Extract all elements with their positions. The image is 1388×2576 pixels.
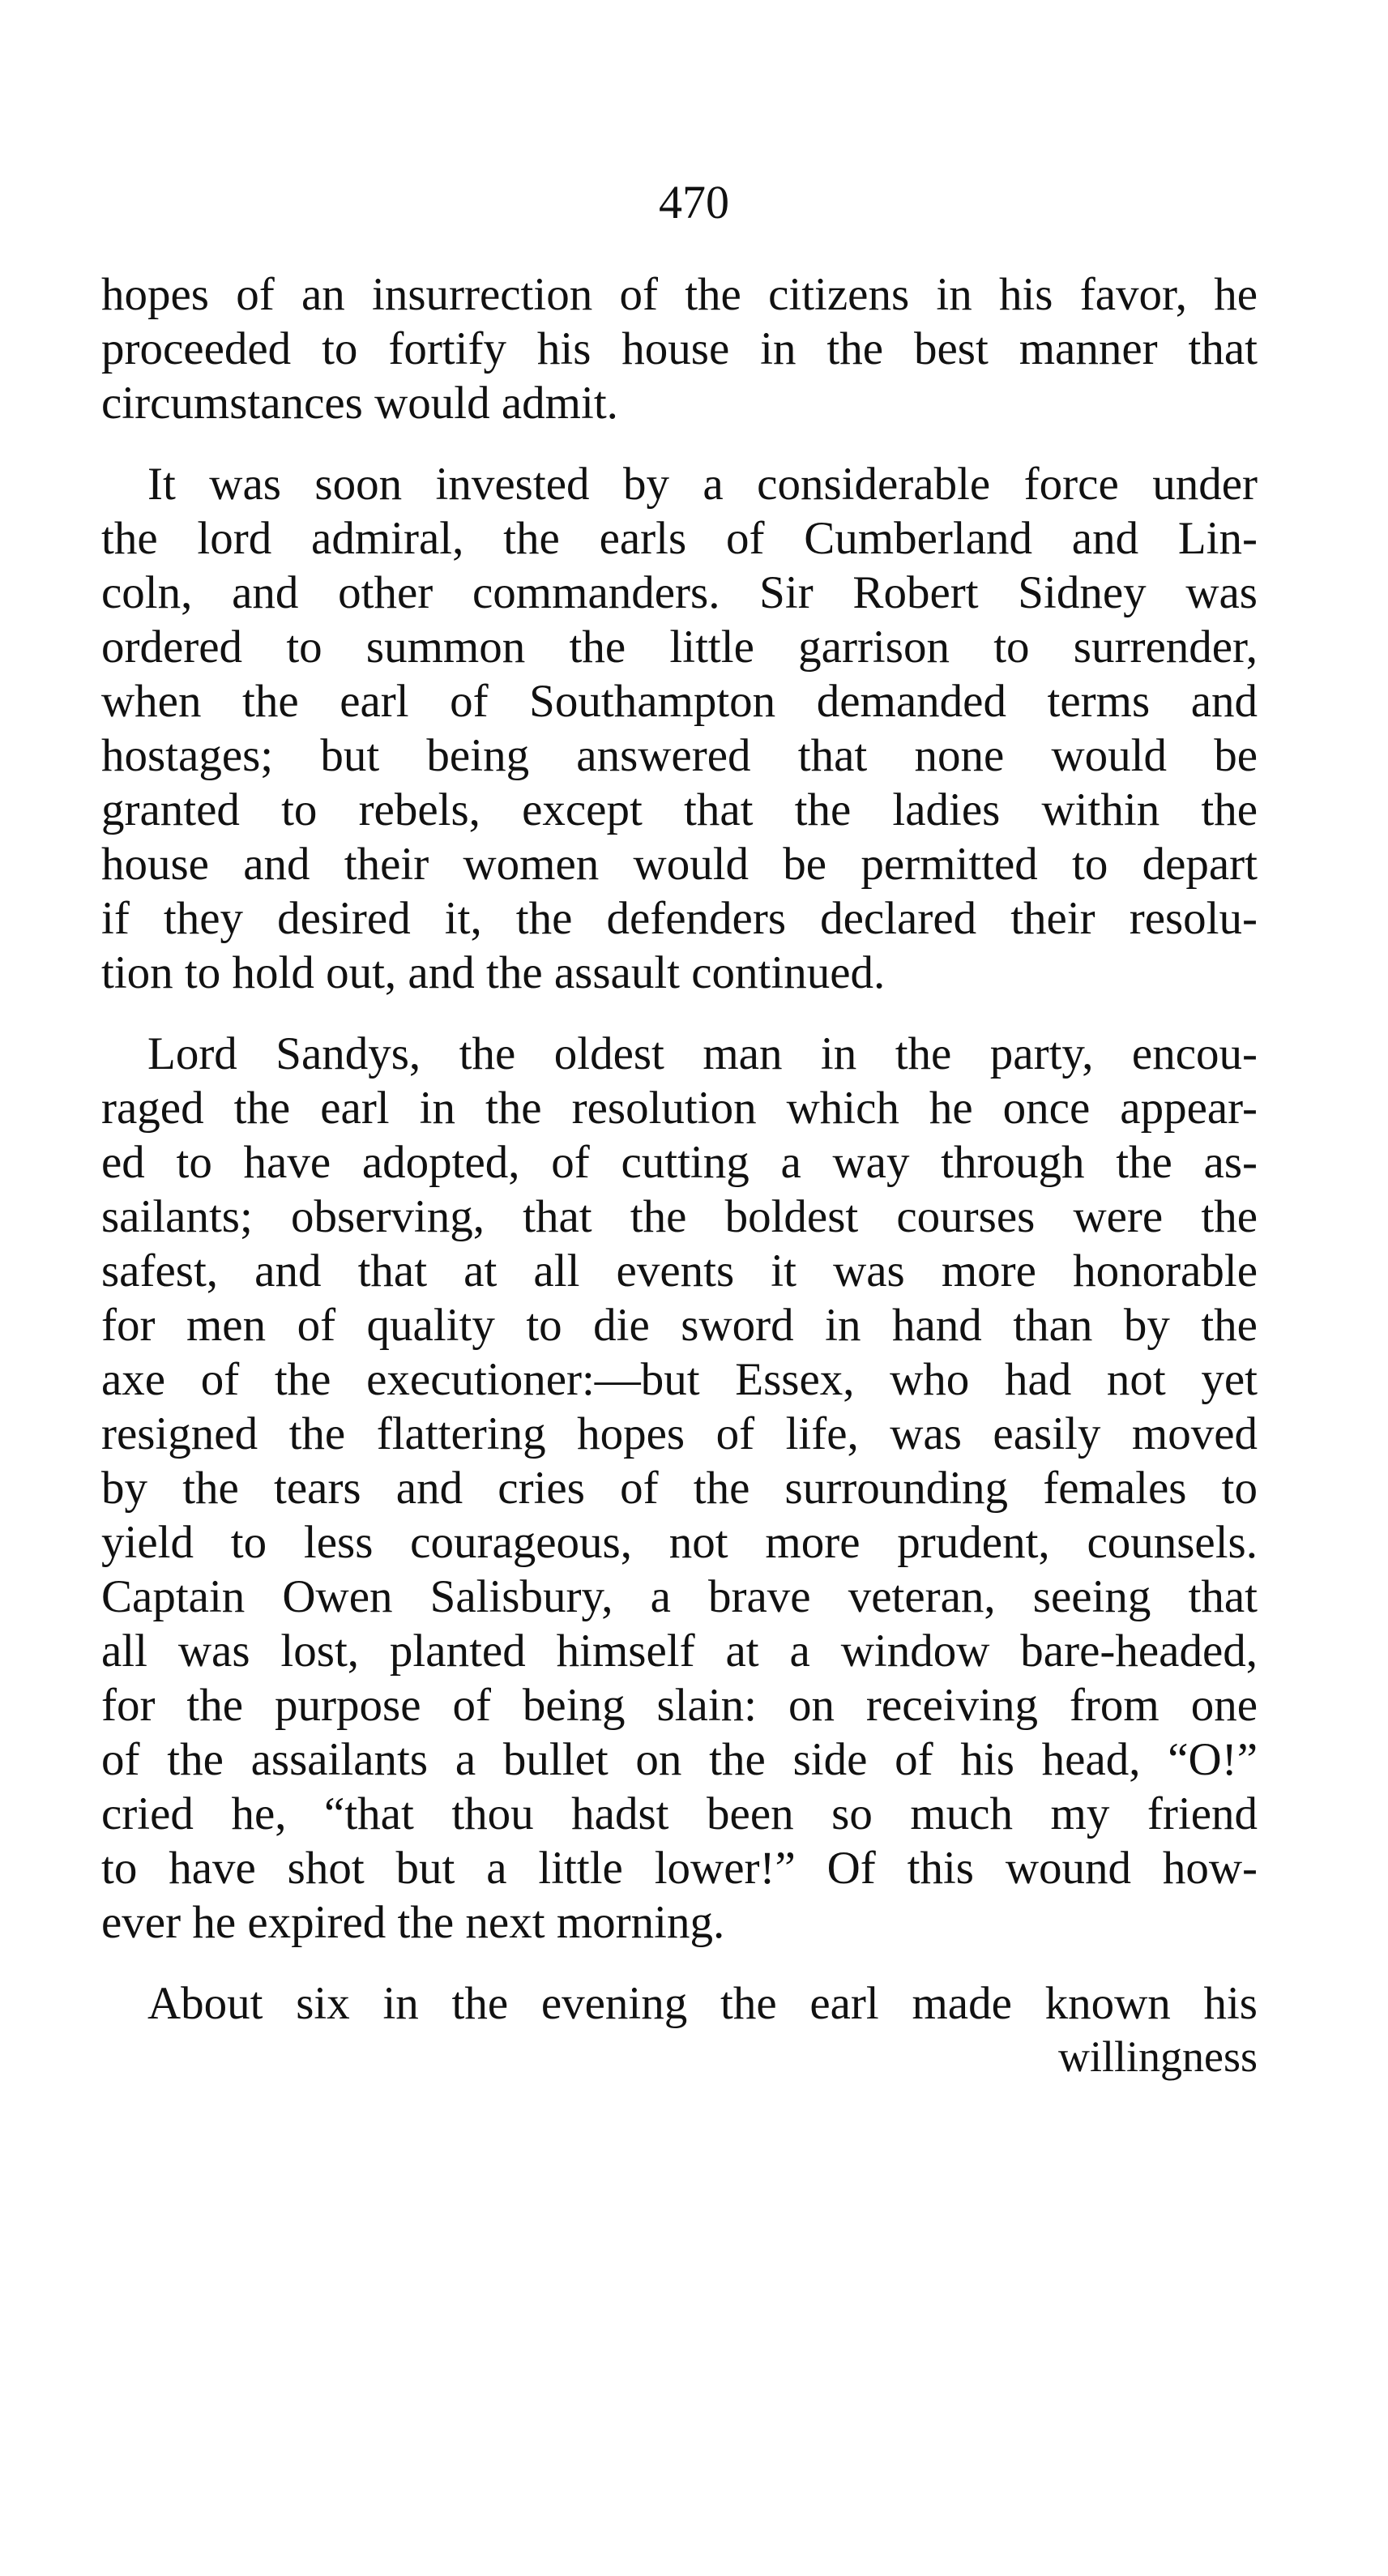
text-line: hopes of an insurrection of the citizens in his favor, he (101, 269, 1258, 320)
text-line: by the tears and cries of the surrounding females to (101, 1463, 1258, 1514)
text-line: to have shot but a little lower!” Of this wound how- (101, 1843, 1258, 1894)
text-line: hostages; but being answered that none would be (101, 730, 1258, 781)
text-line: circumstances would admit. (101, 378, 618, 429)
text-line: for men of quality to die sword in hand than by the (101, 1300, 1258, 1351)
text-line: ordered to summon the little garrison to surrender, (101, 622, 1258, 673)
catchword: willingness (1057, 2032, 1258, 2081)
text-line: raged the earl in the resolution which he once appear- (101, 1083, 1258, 1134)
text-line: Captain Owen Salisbury, a brave veteran, seeing that (101, 1571, 1258, 1622)
paragraph (101, 267, 1258, 430)
text-line: Lord Sandys, the oldest man in the party, encou- (147, 1028, 1258, 1079)
text-line: sailants; observing, that the boldest courses were the (101, 1191, 1258, 1242)
page-number: 470 (659, 176, 729, 229)
paragraph (101, 1976, 1258, 2031)
paragraph (101, 457, 1258, 1000)
body-text (101, 267, 1258, 2083)
text-line: coln, and other commanders. Sir Robert Sidney was (101, 567, 1258, 618)
text-line: ed to have adopted, of cutting a way through the as- (101, 1137, 1258, 1188)
text-line: if they desired it, the defenders declared their resolu- (101, 893, 1258, 944)
text-line: safest, and that at all events it was more honorable (101, 1245, 1258, 1297)
text-line: proceeded to fortify his house in the best manner that (101, 323, 1258, 374)
text-line: when the earl of Southampton demanded terms and (101, 676, 1258, 727)
text-line: all was lost, planted himself at a window bare-headed, (101, 1625, 1258, 1677)
text-line: granted to rebels, except that the ladies within the (101, 784, 1258, 835)
text-line: yield to less courageous, not more prudent, counsels. (101, 1517, 1258, 1568)
text-line: It was soon invested by a considerable force under (147, 459, 1258, 510)
text-line: cried he, “that thou hadst been so much my friend (101, 1788, 1258, 1839)
text-line: of the assailants a bullet on the side of his head, “O!” (101, 1734, 1258, 1785)
text-line: axe of the executioner:—but Essex, who had not yet (101, 1354, 1258, 1405)
text-line: ever he expired the next morning. (101, 1897, 725, 1948)
paragraph (101, 1027, 1258, 1950)
text-line: for the purpose of being slain: on receiving from one (101, 1680, 1258, 1731)
text-line: house and their women would be permitted to depart (101, 839, 1258, 890)
text-line: the lord admiral, the earls of Cumberland and Lin- (101, 513, 1258, 564)
text-line: tion to hold out, and the assault continued. (101, 947, 886, 998)
text-line: resigned the flattering hopes of life, was easily moved (101, 1408, 1258, 1459)
text-line: About six in the evening the earl made known his (147, 1978, 1258, 2029)
